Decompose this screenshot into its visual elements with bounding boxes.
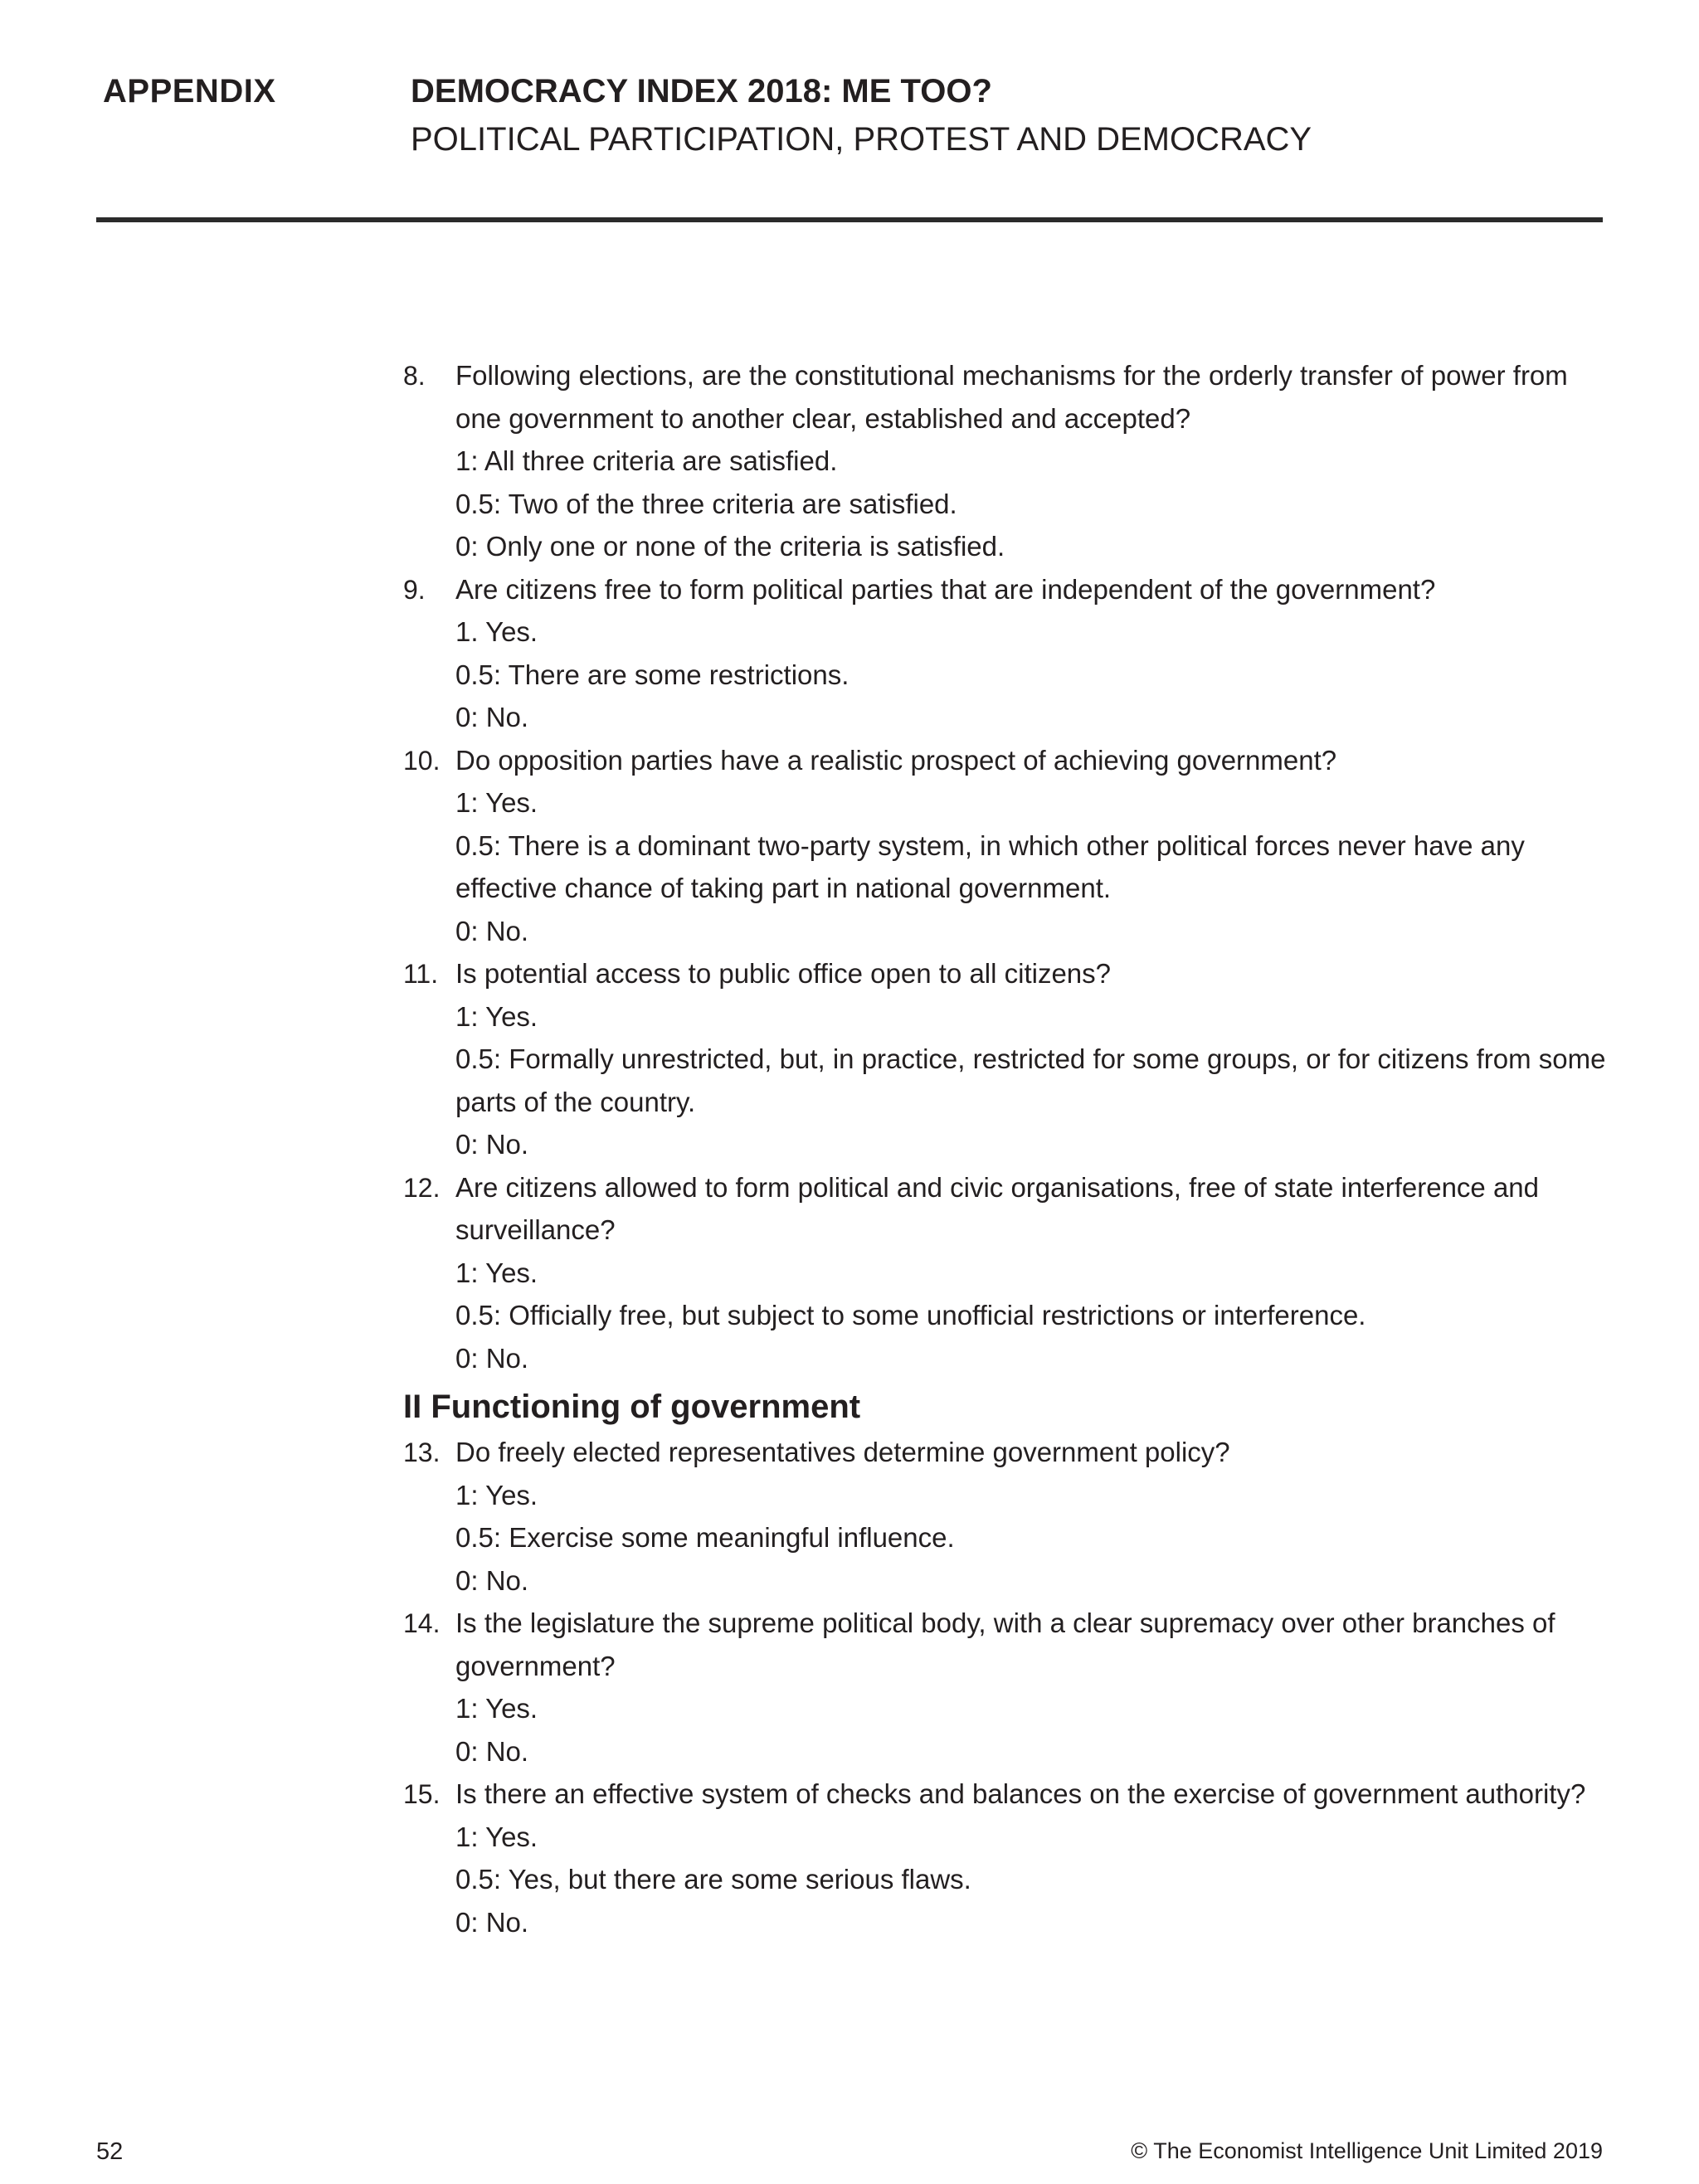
section-label: APPENDIX bbox=[103, 73, 276, 109]
question-number: 14. bbox=[403, 1608, 441, 1638]
question-number: 13. bbox=[403, 1437, 441, 1467]
answer-option: 1: Yes. bbox=[455, 1000, 538, 1032]
question-text: Are citizens free to form political parties that are independent of the government? bbox=[455, 573, 1436, 605]
question-item bbox=[403, 568, 1606, 739]
question-item bbox=[403, 1431, 1606, 1602]
question-item bbox=[403, 1773, 1606, 1943]
report-title: DEMOCRACY INDEX 2018: ME TOO? bbox=[411, 73, 992, 109]
answer-option: 0.5: There is a dominant two-party system, in which other political forces never have any effective chance of taking part in national government. bbox=[455, 829, 1525, 903]
question-text: Is the legislature the supreme political body, with a clear supremacy over other branches of government? bbox=[455, 1608, 1555, 1681]
question-text: Is potential access to public office open to all citizens? bbox=[455, 958, 1112, 989]
answer-option: 0.5: There are some restrictions. bbox=[455, 659, 850, 690]
answer-option: 1: Yes. bbox=[455, 1257, 538, 1288]
answer-option: 1: Yes. bbox=[455, 1693, 538, 1724]
answer-option: 1: Yes. bbox=[455, 787, 538, 818]
question-item bbox=[403, 354, 1606, 568]
question-number: 15. bbox=[403, 1779, 441, 1809]
answer-option: 1. Yes. bbox=[455, 616, 538, 647]
page-number: 52 bbox=[96, 2138, 124, 2165]
answer-option: 0.5: Yes, but there are some serious flaws. bbox=[455, 1864, 971, 1895]
question-item bbox=[403, 952, 1606, 1166]
question-list-political-participation bbox=[403, 354, 1606, 1379]
answer-option: 0.5: Officially free, but subject to some unofficial restrictions or interference. bbox=[455, 1300, 1366, 1330]
report-subtitle: POLITICAL PARTICIPATION, PROTEST AND DEMOCRACY bbox=[411, 121, 1312, 158]
answer-option: 0: No. bbox=[455, 1342, 529, 1374]
answer-option: 0: No. bbox=[455, 1906, 529, 1938]
question-number: 10. bbox=[403, 745, 441, 776]
answer-option: 0: No. bbox=[455, 702, 529, 732]
answer-option: 0.5: Two of the three criteria are satisfied. bbox=[455, 488, 957, 519]
answer-option: 0: No. bbox=[455, 1735, 529, 1767]
answer-option: 0.5: Exercise some meaningful influence. bbox=[455, 1522, 955, 1553]
question-number: 12. bbox=[403, 1172, 441, 1203]
header-rule bbox=[96, 217, 1603, 222]
answer-option: 0.5: Formally unrestricted, but, in practice, restricted for some groups, or for citizens from some parts of the country. bbox=[455, 1043, 1606, 1117]
answer-option: 1: All three criteria are satisfied. bbox=[455, 445, 838, 476]
question-text: Are citizens allowed to form political and civic organisations, free of state interference and surveillance? bbox=[455, 1171, 1539, 1245]
copyright-notice: © The Economist Intelligence Unit Limited 2019 bbox=[1131, 2138, 1603, 2163]
answer-option: 0: No. bbox=[455, 915, 529, 946]
answer-option: 0: No. bbox=[455, 1564, 529, 1596]
question-number: 11. bbox=[403, 959, 439, 989]
answer-option: 0: No. bbox=[455, 1129, 529, 1160]
question-number: 8. bbox=[403, 361, 426, 391]
question-list-functioning-of-government bbox=[403, 1431, 1606, 1943]
questionnaire-content bbox=[403, 354, 1606, 1943]
answer-option: 0: Only one or none of the criteria is satisfied. bbox=[455, 531, 1005, 562]
answer-option: 1: Yes. bbox=[455, 1479, 538, 1510]
question-text: Following elections, are the constitutional mechanisms for the orderly transfer of power from one government to another clear, established and accepted? bbox=[455, 360, 1568, 434]
answer-option: 1: Yes. bbox=[455, 1821, 538, 1852]
question-number: 9. bbox=[403, 574, 426, 605]
question-item bbox=[403, 739, 1606, 953]
section-heading: II Functioning of government bbox=[403, 1389, 861, 1425]
question-text: Is there an effective system of checks and balances on the exercise of government authority? bbox=[455, 1778, 1586, 1809]
question-item bbox=[403, 1602, 1606, 1773]
question-item bbox=[403, 1166, 1606, 1380]
question-text: Do freely elected representatives determine government policy? bbox=[455, 1437, 1230, 1467]
question-text: Do opposition parties have a realistic prospect of achieving government? bbox=[455, 744, 1337, 776]
